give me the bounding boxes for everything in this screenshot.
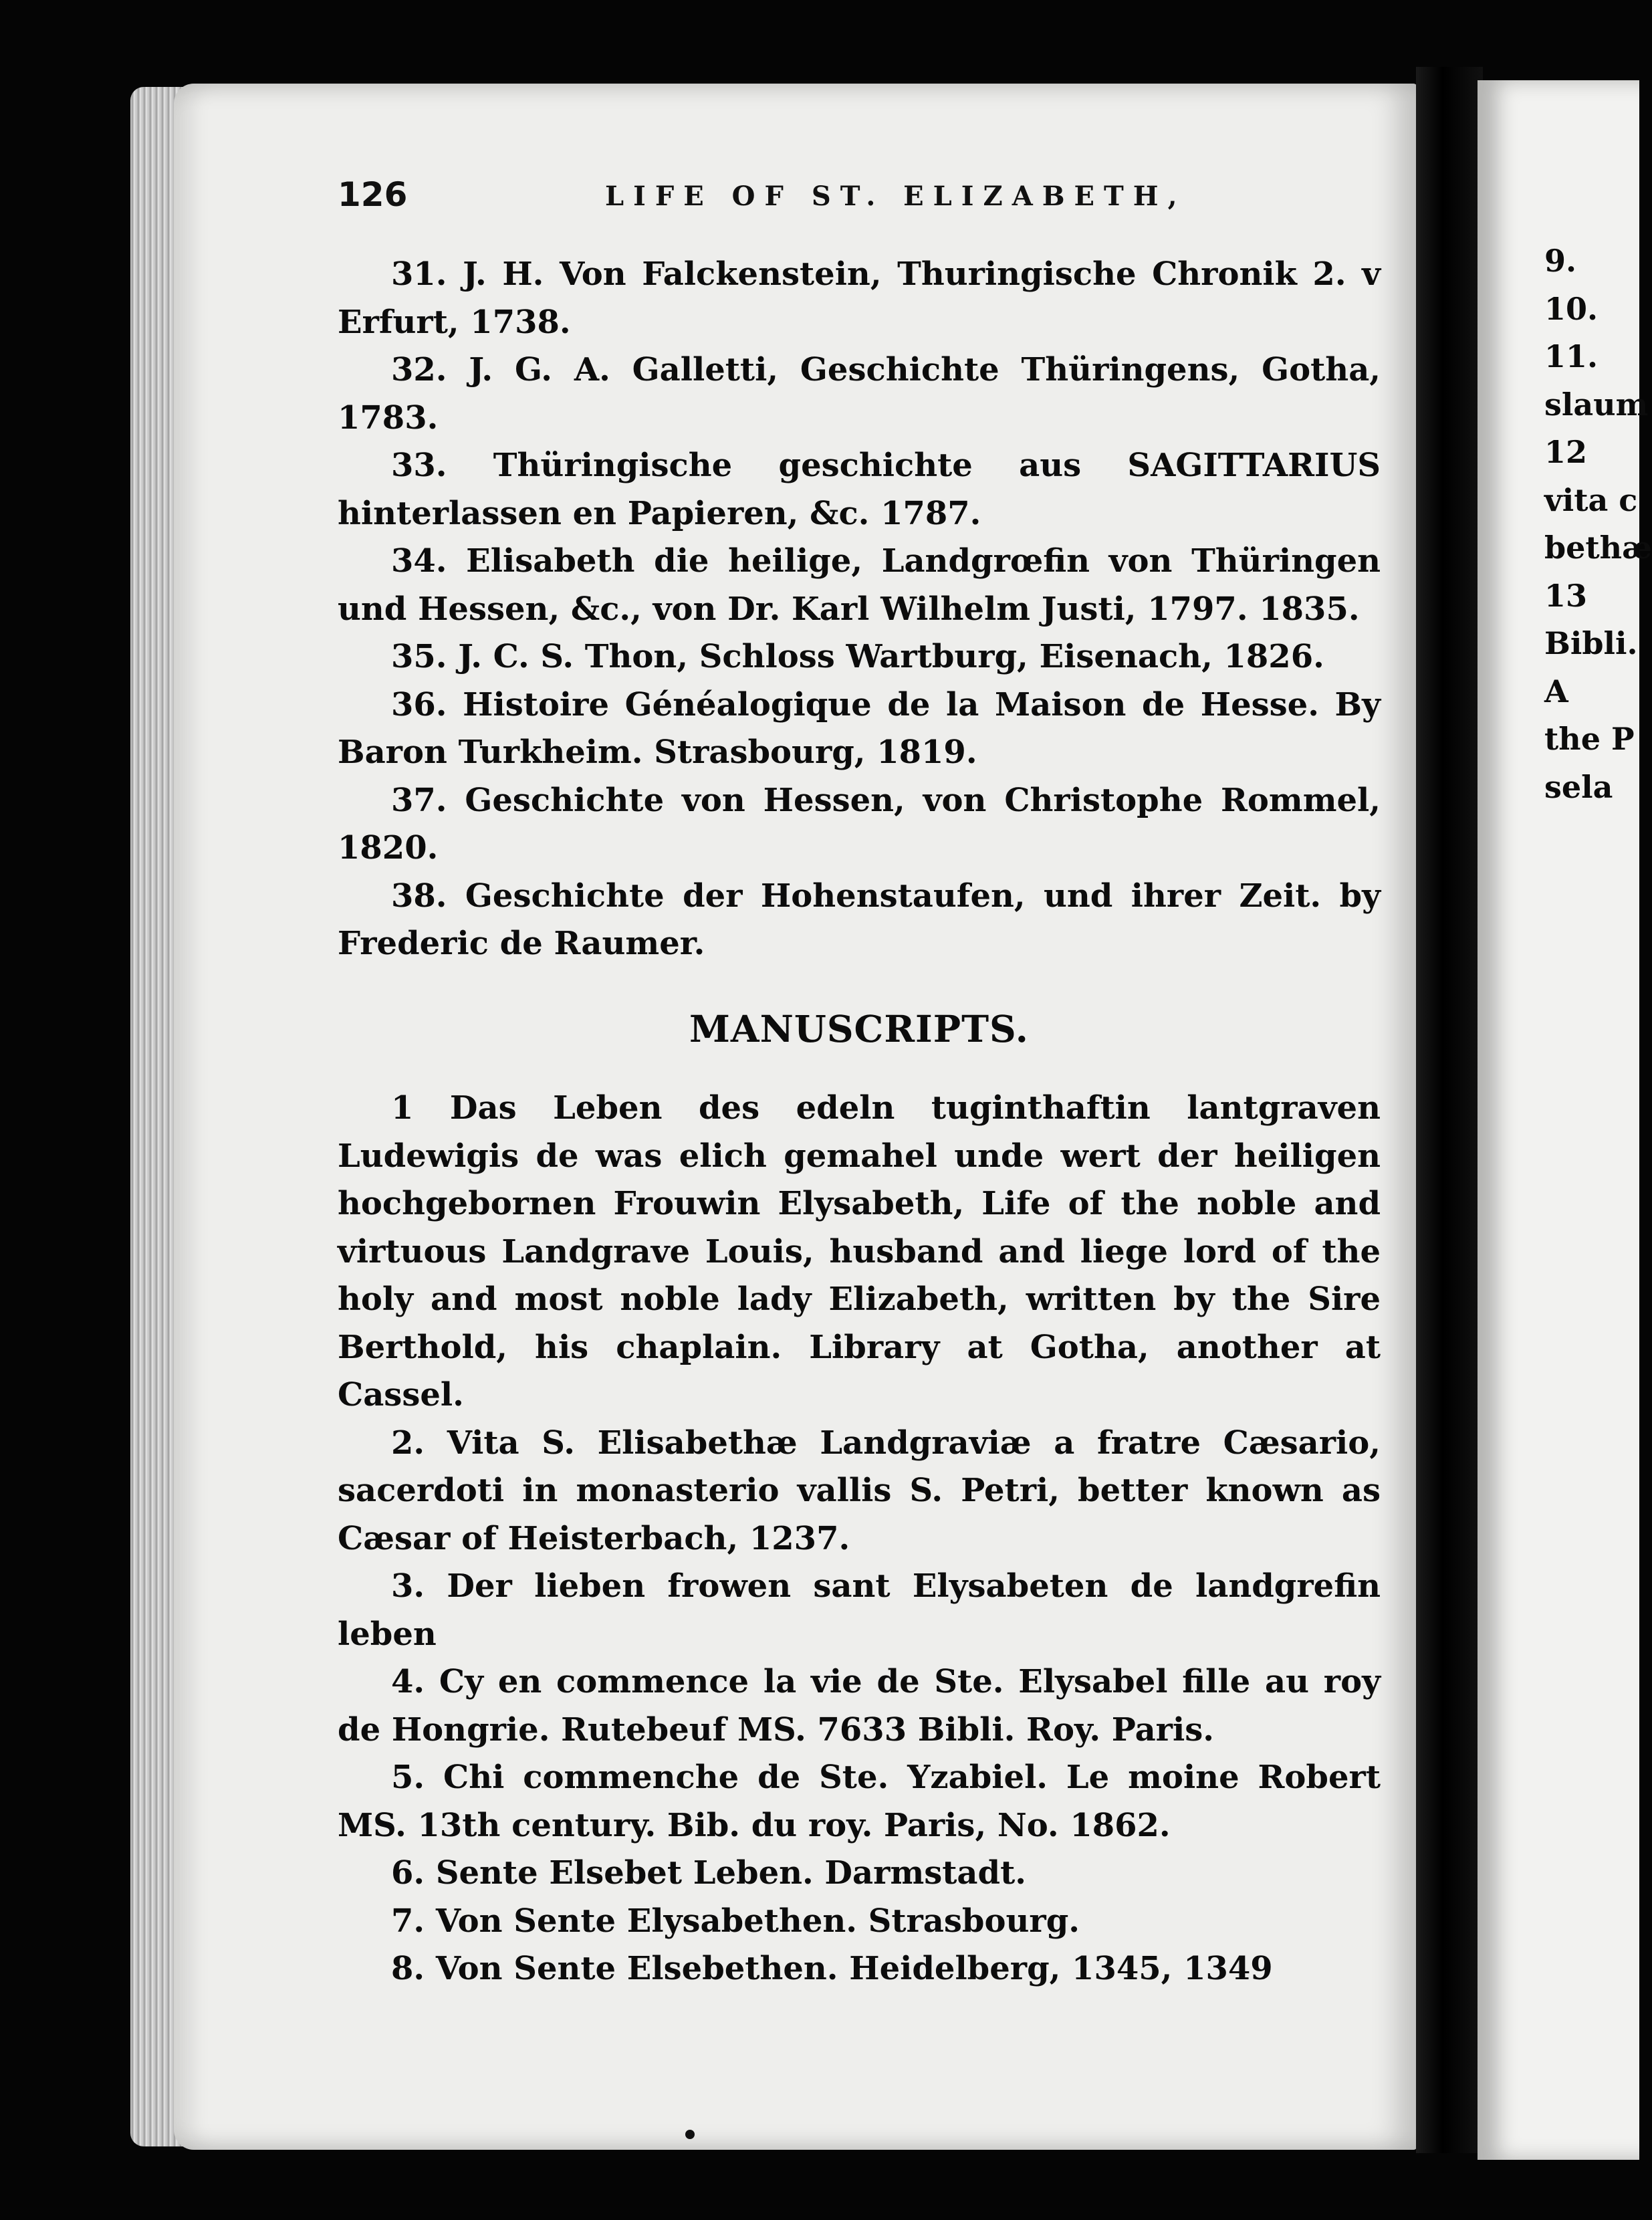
manuscript-entry: 1 Das Leben des edeln tuginthaftin lantgraven Ludewigis de was elich gemahel unde wert der heiligen hochgebornen Frouwin Elysabeth, Life of the noble and virtuous Landgrave Louis, husband and liege lord of the holy and most noble lady Elizabeth, written by the Sire Berthold, his chaplain. Library at Gotha, another at Cassel. <box>338 1089 1381 1414</box>
manuscript-entry: 4. Cy en commence la vie de Ste. Elysabel fille au roy de Hongrie. Rutebeuf MS. 7633 Bibli. Roy. Paris. <box>338 1663 1381 1749</box>
bibliography-entry: 31. J. H. Von Falckenstein, Thuringische Chronik 2. v Erfurt, 1738. <box>338 255 1381 341</box>
facing-line: A <box>1544 673 1568 709</box>
facing-line: bethæ <box>1544 530 1652 566</box>
facing-line: the P <box>1544 721 1635 757</box>
facing-page-text <box>1544 237 1651 811</box>
facing-line: 9. <box>1544 243 1577 279</box>
bibliography-entry: 38. Geschichte der Hohenstaufen, und ihrer Zeit. by Frederic de Raumer. <box>338 877 1381 962</box>
bibliography-entry: 37. Geschichte von Hessen, von Christophe Rommel, 1820. <box>338 781 1381 867</box>
facing-line: Bibli. <box>1544 625 1638 661</box>
manuscript-entry: 6. Sente Elsebet Leben. Darmstadt. <box>391 1854 1026 1892</box>
manuscript-entry: 7. Von Sente Elysabethen. Strasbourg. <box>391 1902 1080 1940</box>
manuscript-entry: 3. Der lieben frowen sant Elysabeten de landgrefin leben <box>338 1567 1381 1653</box>
bibliography-entry: 35. J. C. S. Thon, Schloss Wartburg, Eisenach, 1826. <box>391 638 1324 675</box>
page-number: 126 <box>338 175 408 214</box>
facing-line: vita c <box>1544 481 1638 518</box>
facing-line: 11. <box>1544 338 1599 374</box>
bibliography-entry: 34. Elisabeth die heilige, Landgrœfin von Thüringen und Hessen, &c., von Dr. Karl Wilhelm Justi, 1797. 1835. <box>338 542 1381 628</box>
facing-line: sela <box>1544 768 1613 805</box>
book-gutter <box>1416 67 1483 2153</box>
section-heading: MANUSCRIPTS. <box>689 1006 1029 1050</box>
bibliography-entry: 36. Histoire Généalogique de la Maison de Hesse. By Baron Turkheim. Strasbourg, 1819. <box>338 685 1381 771</box>
facing-line: 12 <box>1544 434 1588 470</box>
bibliography-entry: 33. Thüringische geschichte aus SAGITTARIUS hinterlassen en Papieren, &c. 1787. <box>338 447 1381 532</box>
running-title: LIFE OF ST. ELIZABETH, <box>605 181 1187 212</box>
manuscript-entry: 5. Chi commenche de Ste. Yzabiel. Le moine Robert MS. 13th century. Bib. du roy. Paris, No. 1862. <box>338 1759 1381 1844</box>
page-speck <box>685 2130 695 2139</box>
facing-line: slaum <box>1544 386 1649 423</box>
main-text <box>338 251 1381 1993</box>
bibliography-entry: 32. J. G. A. Galletti, Geschichte Thüringens, Gotha, 1783. <box>338 351 1381 437</box>
facing-line: 10. <box>1544 290 1599 327</box>
manuscript-entry: 8. Von Sente Elsebethen. Heidelberg, 1345, 1349 <box>391 1950 1273 1987</box>
manuscript-entry: 2. Vita S. Elisabethæ Landgraviæ a fratre Cæsario, sacerdoti in monasterio vallis S. Petri, better known as Cæsar of Heisterbach, 1237. <box>338 1424 1381 1557</box>
facing-line: 13 <box>1544 577 1588 614</box>
running-head <box>338 175 1407 235</box>
